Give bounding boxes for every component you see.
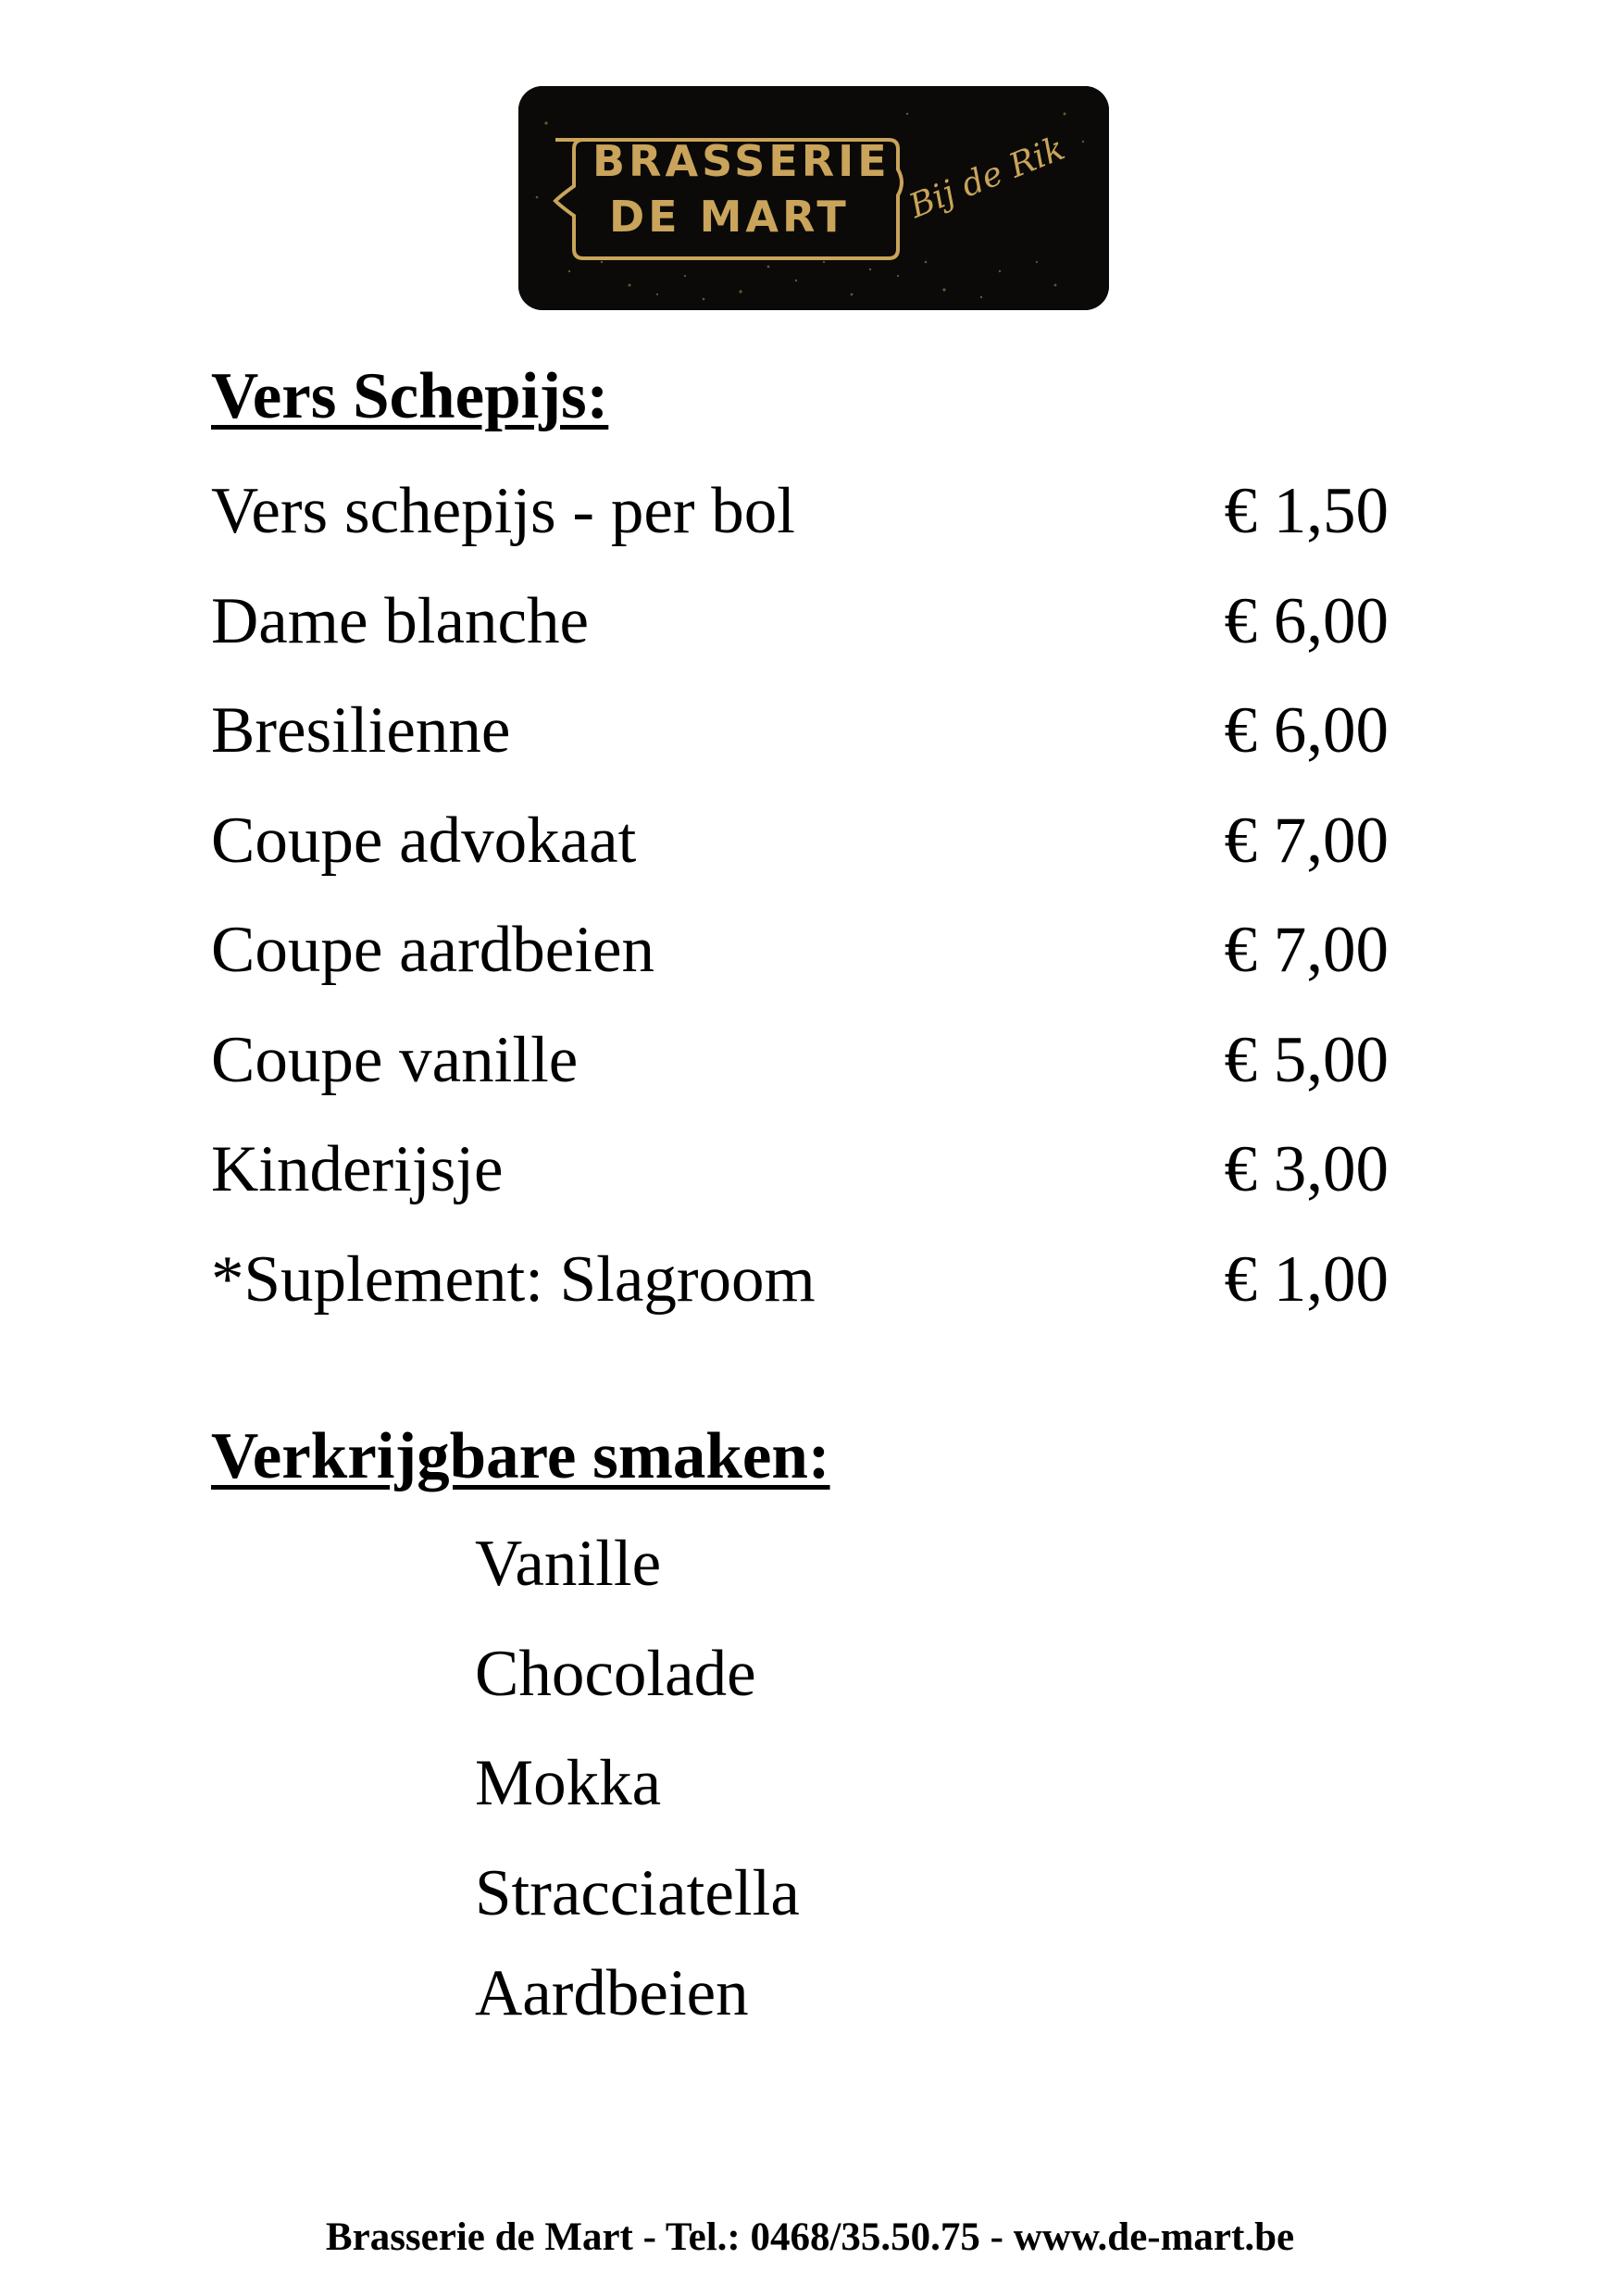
- flavor-item: Stracciatella: [475, 1856, 800, 1929]
- brasserie-logo: [518, 86, 1109, 310]
- menu-item-name: Kinderijsje: [211, 1133, 504, 1205]
- menu-item: [211, 911, 1389, 1021]
- menu-item-name: Coupe advokaat: [211, 804, 637, 877]
- menu-item-price: € 3,00: [1224, 1133, 1389, 1205]
- menu-item: [211, 472, 1389, 582]
- menu-item-price: € 7,00: [1224, 914, 1389, 986]
- menu-item: [211, 802, 1389, 912]
- section-title-verkrijgbare-smaken: Verkrijgbare smaken:: [211, 1420, 830, 1492]
- flavor-list: [475, 1525, 800, 2064]
- menu-item-name: Coupe vanille: [211, 1023, 579, 1096]
- menu-item-price: € 7,00: [1224, 804, 1389, 877]
- ice-cream-price-list: [211, 472, 1389, 1350]
- menu-item-price: € 6,00: [1224, 694, 1389, 767]
- menu-item-name: Dame blanche: [211, 584, 590, 657]
- menu-item-price: € 5,00: [1224, 1023, 1389, 1096]
- menu-item: [211, 1130, 1389, 1241]
- menu-item-price: € 6,00: [1224, 584, 1389, 657]
- menu-item-name: *Suplement: Slagroom: [211, 1242, 816, 1316]
- flavor-item: Chocolade: [475, 1637, 756, 1710]
- logo-brand-line-2: DE MART: [609, 192, 850, 242]
- flavor-item: Vanille: [475, 1528, 662, 1600]
- menu-item: [211, 692, 1389, 802]
- menu-item-name: Bresilienne: [211, 694, 511, 767]
- menu-item-name: Vers schepijs - per bol: [211, 475, 795, 547]
- flavor-item: Aardbeien: [475, 1956, 749, 2029]
- logo-brand-line-1: BRASSERIE: [592, 136, 891, 186]
- footer-contact-line: Brasserie de Mart - Tel.: 0468/35.50.75 - www.de-mart.be: [325, 2215, 1295, 2259]
- menu-item-price: € 1,00: [1224, 1242, 1389, 1316]
- menu-item: [211, 1241, 1389, 1351]
- section-title-vers-schepijs: Vers Schepijs:: [211, 360, 609, 432]
- flavor-item: Mokka: [475, 1747, 662, 1819]
- logo-script-tagline: Bij de Rik: [903, 129, 1070, 226]
- menu-item: [211, 582, 1389, 693]
- menu-item-name: Coupe aardbeien: [211, 914, 655, 986]
- menu-item: [211, 1021, 1389, 1131]
- menu-item-price: € 1,50: [1224, 475, 1389, 547]
